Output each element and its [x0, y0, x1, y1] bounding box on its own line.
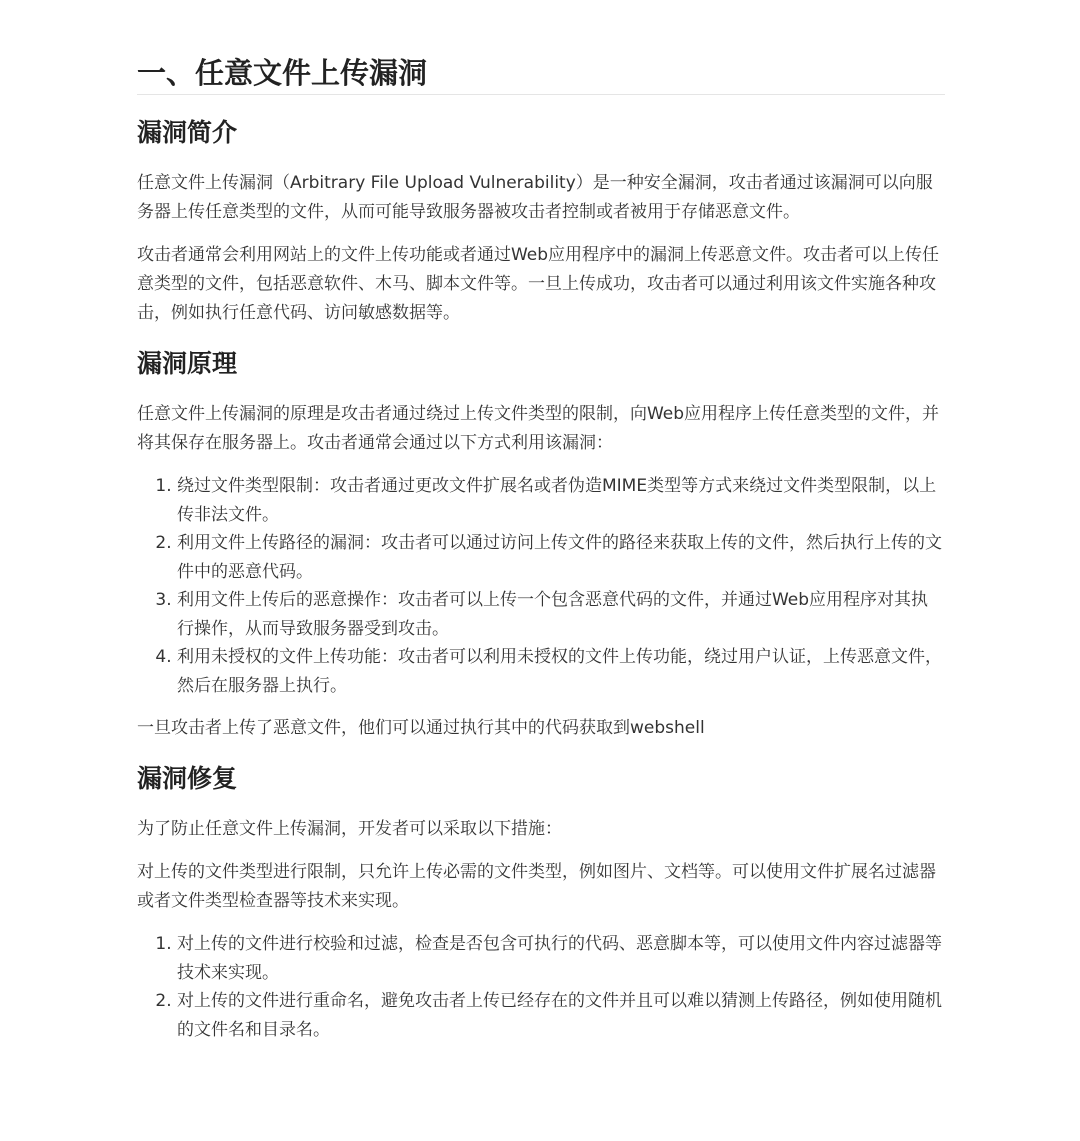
section-heading-fix: 漏洞修复 [137, 764, 238, 793]
paragraph: 一旦攻击者上传了恶意文件，他们可以通过执行其中的代码获取到webshell [137, 718, 705, 738]
paragraph: 任意文件上传漏洞（Arbitrary File Upload Vulnerability）是一种安全漏洞，攻击者通过该漏洞可以向服务器上传任意类型的文件，从而可能导致服务器被攻击者控制或者被用于存储恶意文件。 [137, 173, 933, 222]
section-intro [137, 111, 945, 328]
list-item: 2. 利用文件上传路径的漏洞：攻击者可以通过访问上传文件的路径来获取上传的文件，然后执行上传的文件中的恶意代码。 [177, 529, 945, 586]
list-item: 2. 对上传的文件进行重命名，避免攻击者上传已经存在的文件并且可以难以猜测上传路径，例如使用随机的文件名和目录名。 [177, 987, 945, 1044]
list-item: 4. 利用未授权的文件上传功能：攻击者可以利用未授权的文件上传功能，绕过用户认证，上传恶意文件，然后在服务器上执行。 [177, 643, 945, 700]
list-item: 1. 对上传的文件进行校验和过滤，检查是否包含可执行的代码、恶意脚本等，可以使用文件内容过滤器等技术来实现。 [177, 930, 945, 987]
section-heading-intro: 漏洞简介 [137, 118, 238, 147]
list-item: 1. 绕过文件类型限制：攻击者通过更改文件扩展名或者伪造MIME类型等方式来绕过文件类型限制，以上传非法文件。 [177, 472, 945, 529]
paragraph: 攻击者通常会利用网站上的文件上传功能或者通过Web应用程序中的漏洞上传恶意文件。攻击者可以上传任意类型的文件，包括恶意软件、木马、脚本文件等。一旦上传成功，攻击者可以通过利用该文件实施各种攻击，例如执行任意代码、访问敏感数据等。 [137, 245, 940, 323]
article [137, 0, 945, 1044]
paragraph: 任意文件上传漏洞的原理是攻击者通过绕过上传文件类型的限制，向Web应用程序上传任意类型的文件，并将其保存在服务器上。攻击者通常会通过以下方式利用该漏洞： [137, 404, 940, 453]
section-fix [137, 757, 945, 1044]
page-title: 一、任意文件上传漏洞 [137, 52, 945, 95]
list-item: 3. 利用文件上传后的恶意操作：攻击者可以上传一个包含恶意代码的文件，并通过Web应用程序对其执行操作，从而导致服务器受到攻击。 [177, 586, 945, 643]
paragraph: 对上传的文件类型进行限制，只允许上传必需的文件类型，例如图片、文档等。可以使用文件扩展名过滤器或者文件类型检查器等技术来实现。 [137, 862, 936, 911]
section-principle [137, 342, 945, 743]
paragraph: 为了防止任意文件上传漏洞，开发者可以采取以下措施： [137, 819, 562, 839]
principle-list [137, 472, 945, 700]
section-heading-principle: 漏洞原理 [137, 349, 238, 378]
fix-list [137, 930, 945, 1044]
